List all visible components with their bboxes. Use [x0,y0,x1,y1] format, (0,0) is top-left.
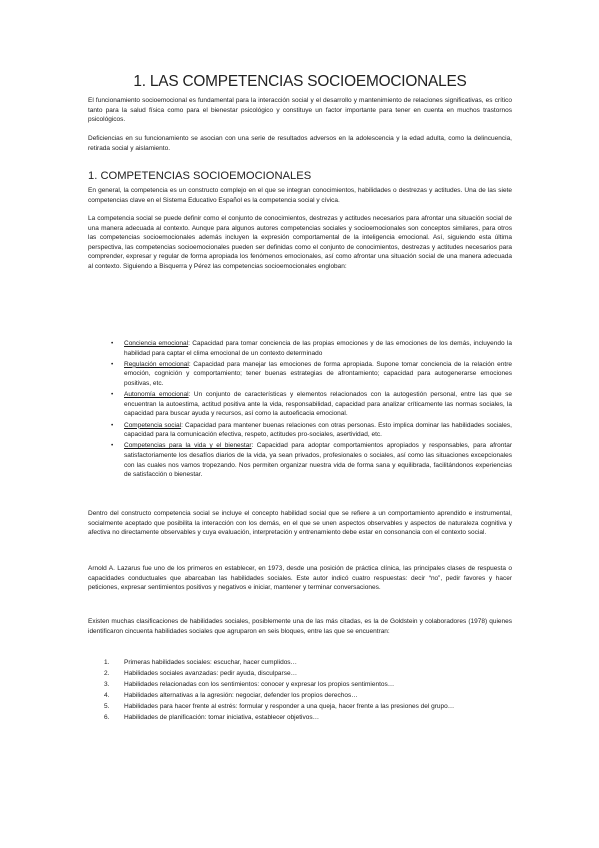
competency-term: Competencias para la vida y el bienestar [124,442,252,450]
document-title: 1. LAS COMPETENCIAS SOCIOEMOCIONALES [133,73,467,90]
competency-text: : Capacidad para tomar conciencia de las propias emociones y de las emociones de los demás, incluyendo la habilidad para captar el clima emocional de un contexto determinado [124,340,512,357]
intro-paragraph-1: El funcionamiento socioemocional es fundamental para la interacción social y el desarrollo y mantenimiento de relaciones significativas, es crítico tanto para la salud física como para el bienestar psicológico y constituye un factor importante para tener en cuenta en muchos trastornos psicológicos. [88,97,512,124]
list-text: Habilidades relacionadas con los sentimientos: conocer y expresar los propios sentimientos… [124,680,395,688]
list-text: Primeras habilidades sociales: escuchar, hacer cumplidos… [124,659,298,666]
list-number: 2. [104,669,110,677]
competency-text: : Capacidad para mantener buenas relaciones con otras personas. Esto implica dominar las habilidades sociales, capacidad para la comunicación efectiva, respeto, actitudes pro-sociales, asertividad, etc. [124,421,512,439]
list-item [88,691,512,701]
social-competence-paragraph: La competencia social se puede definir como el conjunto de conocimientos, destrezas y actitudes necesarios para afrontar una situación social de una manera adecuada al contexto. Aunque para algunos autores competencias sociales y socioemocionales son conceptos similares, para otros las competencias socioemocionales además incluyen la expresión comportamental de la inteligencia emocional. Así, siguiendo esta última perspectiva, las competencias socioemocionales pueden ser definidas como el conjunto de conocimientos, destrezas y actitudes necesarios para comprender, expresar y regular de forma apropiada los fenómenos emocionales, así como afrontar una situación social de una manera adecuada al contexto. Siguiendo a Bisquerra y Pérez las competencias socioemocionales engloban: [88,215,512,270]
list-number: 4. [104,691,110,699]
bullet-icon: • [111,442,114,450]
list-item [88,339,512,358]
competency-term: Conciencia emocional [124,340,189,347]
competencies-list [88,339,512,481]
bullet-icon: • [111,391,114,399]
bullet-icon: • [111,421,114,429]
list-item [88,658,512,668]
section-heading: 1. COMPETENCIAS SOCIOEMOCIONALES [88,170,312,182]
list-text: Habilidades para hacer frente al estrés: formular y responder a una queja, hacer frente a las presiones del grupo… [124,702,455,710]
list-text: Habilidades alternativas a la agresión: negociar, defender los propios derechos… [124,691,358,699]
lazarus-paragraph: Arnold A. Lazarus fue uno de los primeros en establecer, en 1973, desde una posición de práctica clínica, las principales clases de respuesta o capacidades conductuales que abarcaban las habilidades sociales. Este autor indicó cuatro respuestas: decir “no”, pedir favores y hacer peticiones, expresar sentimientos positivos y negativos e iniciar, mantener y terminar conversaciones. [88,565,512,592]
list-text: Habilidades de planificación: tomar iniciativa, establecer objetivos… [124,713,320,721]
list-item [88,702,512,712]
list-item [88,441,512,479]
general-paragraph: En general, la competencia es un constructo complejo en el que se integran conocimientos, habilidades o destrezas y actitudes. Una de las siete competencias clave en el Sistema Educativo Español es la competencia social y cívica. [88,187,512,204]
list-item [88,680,512,690]
list-item [88,713,512,723]
goldstein-paragraph: Existen muchas clasificaciones de habilidades sociales, posiblemente una de las más citadas, es la de Goldstein y colaboradores (1978) quienes identificaron cincuenta habilidades sociales que agruparon en seis bloques, entre las que se encuentran: [88,618,512,635]
competency-term: Regulación emocional [124,360,189,368]
social-skill-paragraph: Dentro del constructo competencia social se incluye el concepto habilidad social que se refiere a un comportamiento aprendido e instrumental, socialmente aceptado que posibilita la interacción con los demás, en el que se unen aspectos observables y aspectos de naturaleza cognitiva y afectiva no directamente observables y cuya evaluación, interpretación y entrenamiento debe estar en consonancia con el contexto social. [88,510,512,537]
skill-blocks-list [88,658,512,724]
competency-term: Autonomía emocional [124,391,189,399]
list-text: Habilidades sociales avanzadas: pedir ayuda, disculparse… [124,669,298,677]
list-number: 1. [104,659,110,666]
list-item [88,360,512,389]
list-number: 3. [104,680,110,688]
bullet-icon: • [111,360,114,368]
competency-text: : Un conjunto de características y elementos relacionados con la autogestión personal, entre las que se encuentran la autoestima, actitud positiva ante la vida, responsabilidad, capacidad para analizar críticamente las normas sociales, la capacidad para buscar ayuda y recursos, así como la autoeficacia emocional. [124,391,513,418]
list-item [88,421,512,440]
competency-text: : Capacidad para adoptar comportamientos apropiados y responsables, para afrontar satisfactoriamente los desafíos diarios de la vida, ya sean privados, profesionales o sociales, así como las situaciones excepcionales con las cuales nos vamos tropezando. Nos permiten organizar nuestra vida de forma sana y equilibrada, facilitándonos experiencias de satisfacción o bienestar. [124,442,512,479]
list-number: 5. [104,702,110,710]
bullet-icon: • [111,340,114,347]
list-item [88,390,512,419]
list-item [88,669,512,679]
competency-term: Competencia social [124,421,182,429]
list-number: 6. [104,713,110,721]
competency-text: : Capacidad para manejar las emociones de forma apropiada. Supone tomar conciencia de la relación entre emoción, cognición y comportamiento; tener buenas estrategias de afrontamiento; capacidad para autogenerarse emociones positivas, etc. [124,360,512,387]
intro-paragraph-2: Deficiencias en su funcionamiento se asocian con una serie de resultados adversos en la adolescencia y la edad adulta, como la delincuencia, retirada social y aislamiento. [88,135,512,152]
